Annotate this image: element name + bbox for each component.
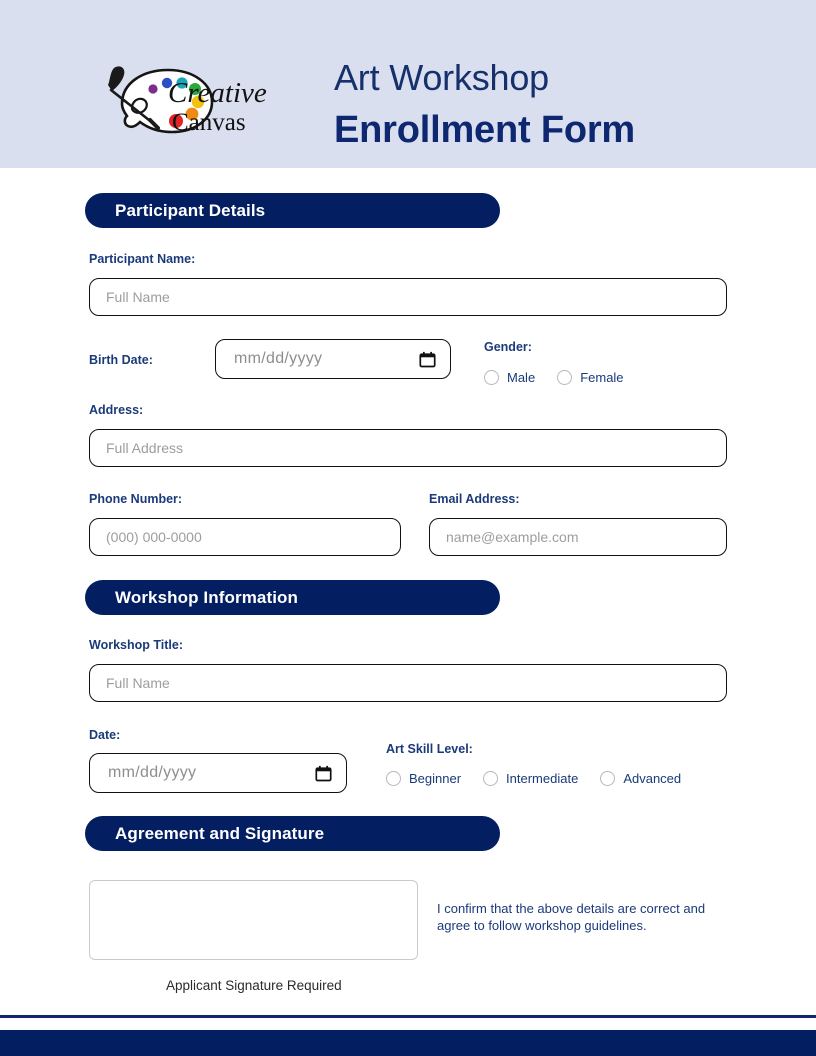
radio-icon[interactable] xyxy=(557,370,572,385)
section-title-agreement-and-signature: Agreement and Signature xyxy=(115,823,325,843)
address-label: Address: xyxy=(89,403,144,417)
gender-option-male-label: Male xyxy=(507,370,536,385)
logo-wordmark-canvas: Canvas xyxy=(172,109,246,136)
brush-head xyxy=(108,66,124,91)
workshop-date-label: Date: xyxy=(89,728,121,742)
skill-option-advanced[interactable] xyxy=(600,771,681,786)
radio-icon[interactable] xyxy=(386,771,401,786)
section-title-participant-details: Participant Details xyxy=(115,200,266,220)
address-input[interactable] xyxy=(89,429,727,467)
agreement-confirmation-text: I confirm that the above details are correct and agree to follow workshop guidelines. xyxy=(437,901,706,933)
workshop-title-label: Workshop Title: xyxy=(89,638,183,652)
skill-option-beginner[interactable] xyxy=(386,771,461,786)
radio-icon[interactable] xyxy=(600,771,615,786)
section-title-workshop-information: Workshop Information xyxy=(115,587,299,607)
workshop-date-input[interactable] xyxy=(89,753,347,793)
email-address-input[interactable] xyxy=(429,518,727,556)
workshop-date-placeholder: mm/dd/yyyy xyxy=(108,764,197,781)
email-address-label: Email Address: xyxy=(429,492,520,506)
page-title-line1: Art Workshop xyxy=(334,57,550,98)
phone-number-input[interactable] xyxy=(89,518,401,556)
section-header-agreement-and-signature xyxy=(85,816,500,851)
skill-option-advanced-label: Advanced xyxy=(623,771,682,786)
art-skill-level-label: Art Skill Level: xyxy=(386,742,473,756)
gender-radio-group[interactable] xyxy=(484,370,646,385)
workshop-title-input[interactable] xyxy=(89,664,727,702)
participant-name-input[interactable] xyxy=(89,278,727,316)
palette-thumb-hole xyxy=(132,99,147,113)
palette-dot-purple xyxy=(148,84,157,93)
birth-date-input[interactable] xyxy=(215,339,451,379)
art-skill-level-radio-group[interactable] xyxy=(386,771,703,786)
skill-option-beginner-label: Beginner xyxy=(409,771,462,786)
section-header-workshop-information xyxy=(85,580,500,615)
birth-date-placeholder: mm/dd/yyyy xyxy=(234,350,323,367)
skill-option-intermediate-label: Intermediate xyxy=(506,771,579,786)
gender-option-female[interactable] xyxy=(557,370,623,385)
signature-caption: Applicant Signature Required xyxy=(166,978,342,993)
creative-canvas-logo xyxy=(88,58,268,150)
gender-option-male[interactable] xyxy=(484,370,535,385)
calendar-icon[interactable] xyxy=(419,351,436,368)
calendar-icon[interactable] xyxy=(315,765,332,782)
logo-wordmark-creative: Creative xyxy=(168,77,267,109)
page-title-line2: Enrollment Form xyxy=(334,109,636,151)
page-title xyxy=(334,52,754,156)
phone-number-label: Phone Number: xyxy=(89,492,183,506)
logo-artwork xyxy=(88,58,268,150)
participant-name-label: Participant Name: xyxy=(89,252,196,266)
section-header-participant-details xyxy=(85,193,500,228)
signature-canvas[interactable] xyxy=(89,880,418,960)
footer-band xyxy=(0,1030,816,1056)
gender-option-female-label: Female xyxy=(580,370,624,385)
footer-rule xyxy=(0,1015,816,1018)
gender-label: Gender: xyxy=(484,340,532,354)
radio-icon[interactable] xyxy=(483,771,498,786)
birth-date-label: Birth Date: xyxy=(89,353,153,367)
skill-option-intermediate[interactable] xyxy=(483,771,578,786)
radio-icon[interactable] xyxy=(484,370,499,385)
